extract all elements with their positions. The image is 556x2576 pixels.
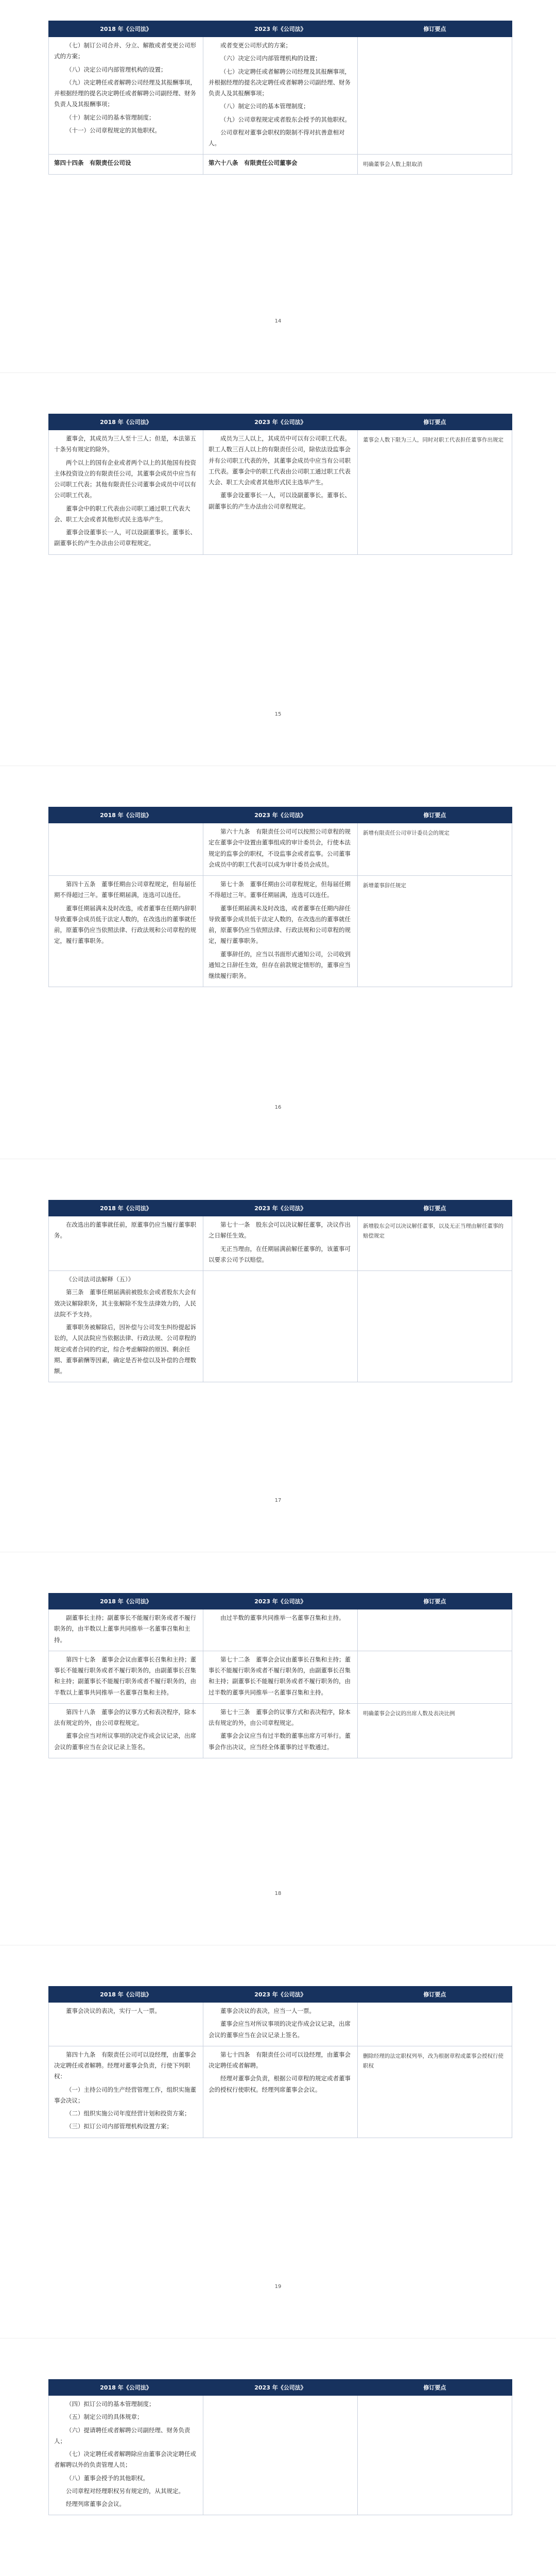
old-law-cell — [49, 155, 203, 174]
clause-paragraph: 第四十九条 有限责任公司可以设经理，由董事会决定聘任或者解聘。经理对董事会负责，行使下列职权： — [54, 2050, 196, 2080]
old-law-cell — [49, 1216, 203, 1271]
clause-paragraph: 副董事长主持；副董事长不能履行职务或者不履行职务的，由半数以上董事共同推举一名董事召集和主持。 — [54, 1614, 196, 1643]
old-law-cell — [49, 1609, 203, 1651]
clause-paragraph: 董事会设董事长一人，可以设副董事长。董事长、副董事长的产生办法由公司章程规定。 — [54, 529, 196, 547]
comparison-table — [48, 2379, 512, 2515]
column-header-col1: 2018 年《公司法》 — [49, 1200, 203, 1216]
clause-paragraph: 董事会，其成员为三人至十三人；但是，本法第五十条另有规定的除外。 — [54, 435, 196, 453]
revision-note-cell — [358, 37, 512, 155]
comparison-table — [48, 807, 512, 987]
column-header-col2: 2023 年《公司法》 — [203, 1594, 358, 1609]
document-page — [0, 1965, 556, 2336]
old-law-cell — [49, 2396, 203, 2515]
comparison-table — [48, 1593, 512, 1758]
clause-paragraph: 由过半数的董事共同推举一名董事召集和主持。 — [220, 1614, 345, 1621]
clause-paragraph: 董事职务被解除后，因补偿与公司发生纠纷提起诉讼的，人民法院应当依据法律、行政法规、公司章程的规定或者合同的约定，综合考虑解除的原因、剩余任期、董事薪酬等因素，确定是否补偿以及补偿的合理数额。 — [54, 1324, 196, 1375]
old-law-cell — [49, 1703, 203, 1758]
clause-paragraph: 董事会决议的表决，实行一人一票。 — [66, 2007, 161, 2014]
clause-paragraph: 董事会中的职工代表由公司职工通过职工代表大会、职工大会或者其他形式民主选举产生。 — [54, 504, 190, 523]
clause-paragraph: 董事任期届满未及时改选，或者董事在任期内辞任导致董事会成员低于法定人数的，在改选出的董事就任前，原董事仍应当依照法律、行政法规和公司章程的规定，履行董事职务。 — [208, 904, 351, 945]
clause-paragraph: 第四十五条 董事任期由公司章程规定，但每届任期不得超过三年。董事任期届满，连选可以连任。 — [54, 880, 196, 899]
column-header-col1: 2018 年《公司法》 — [49, 1594, 203, 1609]
clause-paragraph: 第六十九条 有限责任公司可以按照公司章程的规定在董事会中设置由董事组成的审计委员会，行使本法规定的监事会的职权，不设监事会或者监事。公司董事会成员中的职工代表可以成为审计委员会成员。 — [208, 828, 351, 868]
table-row — [49, 430, 512, 555]
clause-paragraph: 第三条 董事任期届满前被股东会或者股东大会有效决议解除职务，其主张解除不发生法律效力的，人民法院不予支持。 — [54, 1289, 196, 1318]
clause-paragraph: 第四十八条 董事会的议事方式和表决程序，除本法有规定的外，由公司章程规定。 — [54, 1708, 196, 1727]
clause-paragraph: 或者变更公司形式的方案； — [220, 42, 291, 49]
column-header-col1: 2018 年《公司法》 — [49, 21, 203, 37]
new-law-cell — [203, 1703, 358, 1758]
clause-paragraph: 第七十二条 董事会会议由董事长召集和主持；董事长不能履行职务或者不履行职务的，由副董事长召集和主持；副董事长不能履行职务或者不履行职务的，由过半数的董事共同推举一名董事召集和主持。 — [208, 1655, 351, 1696]
revision-note-cell — [358, 1651, 512, 1703]
clause-paragraph: （十一）公司章程规定的其他职权。 — [66, 126, 161, 134]
clause-paragraph: 第七十三条 董事会的议事方式和表决程序，除本法有规定的外，由公司章程规定。 — [208, 1708, 351, 1727]
revision-note-cell: 新增董事辞任规定 — [358, 876, 512, 987]
clause-paragraph: 公司章程对董事会职权的限制不得对抗善意相对人。 — [208, 128, 345, 147]
table-row — [49, 1271, 512, 1382]
column-header-col2: 2023 年《公司法》 — [203, 414, 358, 430]
clause-paragraph: （八）制定公司的基本管理制度； — [220, 103, 309, 110]
clause-paragraph: 《公司法司法解释（五）》 — [66, 1276, 134, 1283]
clause-paragraph: 两个以上的国有企业或者两个以上的其他国有投资主体投资设立的有限责任公司，其董事会成员中应当有公司职工代表；其他有限责任公司董事会成员中可以有公司职工代表。 — [54, 459, 196, 499]
clause-paragraph: 第七十一条 股东会可以决议解任董事，决议作出之日解任生效。 — [208, 1221, 351, 1240]
revision-note-cell — [358, 2003, 512, 2046]
comparison-table — [48, 1986, 512, 2138]
clause-paragraph: 第七十四条 有限责任公司可以设经理，由董事会决定聘任或者解聘。 — [208, 2050, 351, 2070]
clause-paragraph: （二）组织实施公司年度经营计划和投资方案； — [66, 2110, 190, 2117]
table-row — [49, 2046, 512, 2138]
new-law-cell — [203, 2046, 358, 2138]
new-law-cell — [203, 823, 358, 876]
new-law-cell — [203, 1271, 358, 1382]
revision-note-cell — [358, 1609, 512, 1651]
clause-paragraph: 经理列席董事会会议。 — [66, 2500, 125, 2508]
new-law-cell — [203, 2003, 358, 2046]
revision-note-cell: 删除经理的法定职权列举，改为根据章程或董事会授权行使职权 — [358, 2046, 512, 2138]
revision-note-cell: 明确董事会人数上限取消 — [358, 155, 512, 174]
table-row — [49, 1609, 512, 1651]
column-header-col2: 2023 年《公司法》 — [203, 807, 358, 823]
page-number: 16 — [274, 1105, 282, 1110]
clause-paragraph: 董事辞任的，应当以书面形式通知公司，公司收到通知之日辞任生效，但存在前款规定情形的，董事应当继续履行职务。 — [208, 950, 351, 980]
clause-paragraph: 董事会设董事长一人，可以设副董事长。董事长、副董事长的产生办法由公司章程规定。 — [208, 492, 351, 510]
clause-paragraph: 无正当理由，在任期届满前解任董事的，该董事可以要求公司予以赔偿。 — [208, 1245, 351, 1263]
page-number: 15 — [274, 711, 282, 717]
old-law-cell — [49, 823, 203, 876]
page-number: 17 — [274, 1498, 282, 1503]
clause-paragraph: （九）决定聘任或者解聘公司经理及其报酬事项，并根据经理的提名决定聘任或者解聘公司副经理、财务负责人及其报酬事项； — [54, 78, 196, 108]
clause-paragraph: 第六十八条 有限责任公司董事会 — [208, 159, 298, 167]
revision-note-cell: 新增股东会可以决议解任董事，以及无正当理由解任董事的赔偿规定 — [358, 1216, 512, 1271]
revision-note-cell — [358, 1271, 512, 1382]
document-page — [0, 0, 556, 371]
clause-paragraph: （七）决定聘任或者解聘除应由董事会决定聘任或者解聘以外的负责管理人员； — [54, 2450, 196, 2469]
column-header-col3: 修订要点 — [358, 21, 512, 37]
page-number: 18 — [274, 1891, 282, 1896]
comparison-table — [48, 21, 512, 175]
clause-paragraph: （六）提请聘任或者解聘公司副经理、财务负责人； — [54, 2426, 190, 2445]
clause-paragraph: 董事会会议应当有过半数的董事出席方可举行。董事会作出决议，应当经全体董事的过半数通过。 — [208, 1732, 351, 1751]
new-law-cell — [203, 1216, 358, 1271]
clause-paragraph: （四）拟订公司的基本管理制度； — [66, 2400, 155, 2408]
new-law-cell — [203, 37, 358, 155]
column-header-col2: 2023 年《公司法》 — [203, 21, 358, 37]
revision-note-cell: 明确董事会会议的出席人数及表决比例 — [358, 1703, 512, 1758]
new-law-cell — [203, 155, 358, 174]
clause-paragraph: 在改选出的董事就任前，原董事仍应当履行董事职务。 — [54, 1221, 196, 1240]
column-header-col3: 修订要点 — [358, 807, 512, 823]
document-page — [0, 786, 556, 1157]
old-law-cell — [49, 876, 203, 987]
comparison-table — [48, 414, 512, 555]
new-law-cell — [203, 1609, 358, 1651]
page-number: 14 — [274, 318, 282, 324]
revision-note-cell: 董事会人数下限为三人，同时对职工代表担任董事作出规定 — [358, 430, 512, 555]
table-row — [49, 2396, 512, 2515]
revision-note-cell: 新增有限责任公司审计委员会的规定 — [358, 823, 512, 876]
table-row — [49, 1703, 512, 1758]
clause-paragraph: （六）决定公司内部管理机构的设置； — [220, 55, 321, 62]
table-row — [49, 2003, 512, 2046]
comparison-table — [48, 1200, 512, 1382]
old-law-cell — [49, 2003, 203, 2046]
clause-paragraph: 董事会应当对所议事项的决定作成会议记录，出席会议的董事应当在会议记录上签名。 — [54, 1732, 196, 1751]
clause-paragraph: 经理对董事会负责，根据公司章程的规定或者董事会的授权行使职权。经理列席董事会会议。 — [208, 2075, 351, 2093]
column-header-col3: 修订要点 — [358, 414, 512, 430]
new-law-cell — [203, 430, 358, 555]
column-header-col1: 2018 年《公司法》 — [49, 2380, 203, 2396]
new-law-cell — [203, 2396, 358, 2515]
column-header-col3: 修订要点 — [358, 1987, 512, 2003]
old-law-cell — [49, 430, 203, 555]
clause-paragraph: 董事任期届满未及时改选，或者董事在任期内辞职导致董事会成员低于法定人数的，在改选出的董事就任前，原董事仍应当依照法律、行政法规和公司章程的规定，履行董事职务。 — [54, 904, 196, 945]
document-page — [0, 1179, 556, 1550]
new-law-cell — [203, 876, 358, 987]
column-header-col2: 2023 年《公司法》 — [203, 2380, 358, 2396]
clause-paragraph: （八）决定公司内部管理机构的设置； — [66, 65, 167, 73]
clause-paragraph: （七）决定聘任或者解聘公司经理及其报酬事项，并根据经理的提名决定聘任或者解聘公司副经理、财务负责人及其报酬事项； — [208, 67, 351, 97]
column-header-col3: 修订要点 — [358, 1594, 512, 1609]
clause-paragraph: 董事会决议的表决，应当一人一票。 — [220, 2007, 315, 2014]
table-row — [49, 155, 512, 174]
old-law-cell — [49, 37, 203, 155]
column-header-col1: 2018 年《公司法》 — [49, 414, 203, 430]
page-number: 19 — [274, 2284, 282, 2290]
clause-paragraph: （九）公司章程规定或者股东会授予的其他职权。 — [220, 115, 351, 123]
table-row — [49, 37, 512, 155]
clause-paragraph: （八）董事会授予的其他职权。 — [66, 2474, 149, 2482]
revision-note-cell — [358, 2396, 512, 2515]
column-header-col3: 修订要点 — [358, 1200, 512, 1216]
clause-paragraph: 公司章程对经理职权另有规定的，从其规定。 — [66, 2487, 184, 2495]
clause-paragraph: 成员为三人以上，其成员中可以有公司职工代表。职工人数三百人以上的有限责任公司，除依法设监事会并有公司职工代表的外，其董事会成员中应当有公司职工代表。董事会中的职工代表由公司职工通过职工代表大会、职工大会或者其他形式民主选举产生。 — [208, 435, 351, 486]
clause-paragraph: 第七十条 董事任期由公司章程规定，但每届任期不得超过三年。董事任期届满，连选可以连任。 — [208, 880, 351, 899]
clause-paragraph: 第四十四条 有限责任公司设 — [54, 159, 131, 167]
column-header-col1: 2018 年《公司法》 — [49, 807, 203, 823]
column-header-col2: 2023 年《公司法》 — [203, 1200, 358, 1216]
clause-paragraph: （七）制订公司合并、分立、解散或者变更公司形式的方案； — [54, 42, 196, 60]
document-page — [0, 2359, 556, 2576]
page-divider — [0, 372, 556, 373]
clause-paragraph: 第四十七条 董事会会议由董事长召集和主持；董事长不能履行职务或者不履行职务的，由副董事长召集和主持；副董事长不能履行职务或者不履行职务的，由半数以上董事共同推举一名董事召集和主持。 — [54, 1655, 196, 1696]
column-header-col3: 修订要点 — [358, 2380, 512, 2396]
old-law-cell — [49, 1651, 203, 1703]
clause-paragraph: （三）拟订公司内部管理机构设置方案； — [66, 2123, 172, 2130]
document-page — [0, 393, 556, 764]
table-row — [49, 1651, 512, 1703]
old-law-cell — [49, 1271, 203, 1382]
table-row — [49, 1216, 512, 1271]
document-page — [0, 1572, 556, 1943]
clause-paragraph: （一）主持公司的生产经营管理工作，组织实施董事会决议； — [54, 2086, 196, 2104]
clause-paragraph: （五）制定公司的具体规章； — [66, 2413, 143, 2421]
clause-paragraph: （十）制定公司的基本管理制度； — [66, 113, 155, 121]
table-row — [49, 876, 512, 987]
column-header-col2: 2023 年《公司法》 — [203, 1987, 358, 2003]
column-header-col1: 2018 年《公司法》 — [49, 1987, 203, 2003]
clause-paragraph: 董事会应当对所议事项的决定作成会议记录，出席会议的董事应当在会议记录上签名。 — [208, 2020, 351, 2039]
old-law-cell — [49, 2046, 203, 2138]
table-row — [49, 823, 512, 876]
new-law-cell — [203, 1651, 358, 1703]
